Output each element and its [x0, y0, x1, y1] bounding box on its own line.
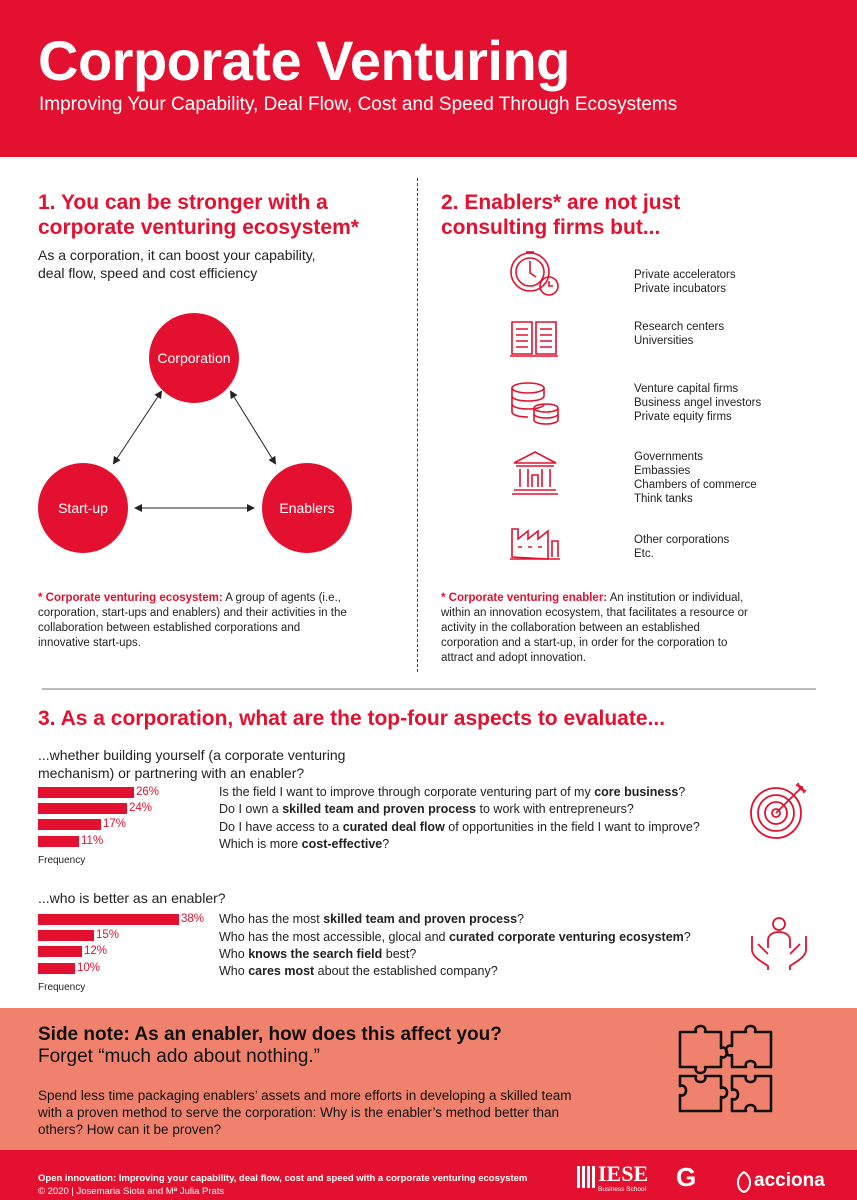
section1-footnote-line1: A group of agents (i.e., [222, 592, 341, 604]
q-emphasis: skilled team and proven process [323, 912, 518, 926]
q2-intro: ...who is better as an enabler? [38, 890, 226, 906]
sidenote-body-line1: Spend less time packaging enablers’ assets and more efforts in developing a skilled team [38, 1088, 572, 1103]
q2-bar-label: 12% [84, 945, 108, 957]
open-book-icon [508, 318, 560, 360]
section2-heading-line2: consulting firms but... [441, 216, 661, 239]
q-emphasis: curated deal flow [342, 820, 445, 834]
q-emphasis: knows the search field [248, 947, 383, 961]
section1-heading [38, 190, 359, 240]
node-startup: Start-up [38, 463, 128, 553]
sidenote-body-line2: with a proven method to serve the corporation: Why is the enabler’s method better than [38, 1105, 560, 1120]
section1-intro-line1: As a corporation, it can boost your capability, [38, 247, 316, 263]
q-text: ? [678, 785, 686, 799]
q1-intro-line2: mechanism) or partnering with an enabler? [38, 765, 305, 781]
q1-bar [38, 819, 101, 830]
section1-footnote-term: * Corporate venturing ecosystem: [38, 592, 223, 604]
q1-bar-label: 26% [136, 786, 160, 798]
q1-axis-label: Frequency [38, 855, 86, 866]
q-text: Do I have access to a [219, 820, 343, 834]
q-text: ? [683, 930, 691, 944]
q-text: to work with entrepreneurs? [476, 802, 634, 816]
section2-heading-line1: 2. Enablers* are not just [441, 191, 681, 214]
enabler-text: Venture capital firms [634, 383, 739, 395]
enabler-text: Chambers of commerce [634, 479, 757, 491]
iese-logo-text: IESE [598, 1161, 649, 1186]
q-emphasis: curated corporate venturing ecosystem [448, 930, 684, 944]
page-title: Corporate Venturing [38, 29, 570, 92]
enabler-text: Other corporations [634, 534, 730, 546]
enabler-text: Universities [634, 335, 694, 347]
section2-heading [441, 190, 680, 240]
q2-bar [38, 963, 75, 974]
q-text: ? [382, 837, 390, 851]
q2-bar-label: 38% [181, 913, 205, 925]
q2-question [219, 964, 498, 979]
q2-question [219, 930, 691, 945]
q1-bar-label: 24% [129, 802, 153, 814]
q1-bar [38, 836, 79, 847]
section2-footnote-line4: corporation and a start-up, in order for the corporation to [441, 637, 728, 649]
section2-footnote-line1: An institution or individual, [607, 592, 744, 604]
enabler-group-accelerators [634, 268, 736, 296]
sidenote-heading: Side note: As an enabler, how does this affect you? [38, 1024, 502, 1045]
section2-footnote-line3: activity in the collaboration between an established [441, 622, 700, 634]
q-text: Who has the most [219, 912, 324, 926]
section1-heading-line2: corporate venturing ecosystem* [38, 216, 359, 239]
section2-footnote-line2: within an innovation ecosystem, that facilitates a resource or [441, 607, 748, 619]
q2-bar [38, 946, 82, 957]
section3-heading: 3. As a corporation, what are the top-four aspects to evaluate... [38, 707, 666, 730]
q1-question [219, 785, 685, 800]
enabler-text: Private accelerators [634, 269, 736, 281]
stopwatch-icon [506, 248, 562, 300]
sidenote-body-line3: others? How can it be proven? [38, 1122, 222, 1137]
q1-bar [38, 803, 127, 814]
section1-intro [38, 246, 316, 282]
q1-bar-label: 17% [103, 818, 127, 830]
node-enablers: Enablers [262, 463, 352, 553]
enabler-group-investors [634, 382, 761, 424]
arrow-corporation-enablers [231, 392, 275, 463]
iese-logo-sub: Business School [598, 1186, 647, 1193]
iese-crest-icon [576, 1164, 596, 1192]
enabler-text: Private equity firms [634, 411, 732, 423]
q1-question [219, 837, 389, 852]
enabler-group-research [634, 320, 724, 348]
q2-question [219, 912, 524, 927]
footer-line2: © 2020 | Josemaria Siota and Mª Julia Prats [38, 1186, 225, 1197]
enabler-text: Embassies [634, 465, 691, 477]
q-text: Which is more [219, 837, 302, 851]
q1-bar [38, 787, 134, 798]
g-logo: G [676, 1162, 697, 1192]
section1-footnote-line4: innovative start-ups. [38, 637, 141, 649]
q-emphasis: cares most [248, 964, 315, 978]
q2-bar-label: 10% [77, 962, 101, 974]
puzzle-icon [674, 1024, 778, 1120]
government-building-icon [510, 449, 560, 497]
q2-axis-label: Frequency [38, 982, 86, 993]
node-corporation: Corporation [149, 313, 239, 403]
q-text: Who [219, 964, 249, 978]
sidenote-body [38, 1087, 572, 1138]
q-text: of opportunities in the field I want to improve? [444, 820, 700, 834]
q-emphasis: skilled team and proven process [282, 802, 477, 816]
q1-bar-label: 11% [81, 835, 104, 847]
person-hands-icon [750, 914, 808, 972]
q-text: Who has the most accessible, glocal and [219, 930, 449, 944]
q2-bar-label: 15% [96, 929, 120, 941]
footer-line1: Open innovation: Improving your capability, deal flow, cost and speed with a corporate venturing ecosystem [38, 1173, 528, 1184]
factory-icon [508, 521, 562, 561]
section1-footnote-line2: corporation, start-ups and enablers) and their activities in the [38, 607, 347, 619]
section1-footnote [38, 591, 398, 651]
coin-stack-icon [508, 381, 562, 427]
q-text: Who [219, 947, 249, 961]
section1-heading-line1: 1. You can be stronger with a [38, 191, 328, 214]
q-text: best? [382, 947, 417, 961]
q1-intro [38, 746, 345, 782]
q2-bar [38, 930, 94, 941]
q-emphasis: core business [594, 785, 679, 799]
q1-question [219, 820, 700, 835]
section2-footnote-term: * Corporate venturing enabler: [441, 592, 608, 604]
enabler-group-corporations [634, 533, 729, 561]
enabler-group-government [634, 450, 757, 506]
q1-question [219, 802, 634, 817]
q1-intro-line1: ...whether building yourself (a corporate venturing [38, 747, 346, 763]
q-text: Do I own a [219, 802, 283, 816]
enabler-text: Business angel investors [634, 397, 762, 409]
q-text: ? [517, 912, 524, 926]
section-divider [42, 688, 816, 690]
enabler-text: Etc. [634, 548, 654, 560]
acciona-leaf-icon [735, 1170, 753, 1194]
column-divider [417, 178, 418, 672]
q-text: about the established company? [314, 964, 498, 978]
acciona-logo-text: acciona [754, 1170, 825, 1191]
section2-footnote [441, 591, 821, 666]
target-icon [748, 779, 810, 841]
enabler-text: Research centers [634, 321, 725, 333]
enabler-text: Private incubators [634, 283, 727, 295]
q2-question [219, 947, 416, 962]
enabler-text: Think tanks [634, 493, 693, 505]
arrow-corporation-startup [114, 392, 161, 463]
page-subtitle: Improving Your Capability, Deal Flow, Cost and Speed Through Ecosystems [39, 94, 678, 115]
sidenote-subheading: Forget “much ado about nothing.” [38, 1046, 321, 1067]
q2-bar [38, 914, 179, 925]
section1-intro-line2: deal flow, speed and cost efficiency [38, 265, 258, 281]
enabler-text: Governments [634, 451, 704, 463]
q-text: Is the field I want to improve through corporate venturing part of my [219, 785, 595, 799]
section1-footnote-line3: collaboration between established corporations and [38, 622, 301, 634]
q-emphasis: cost-effective [301, 837, 383, 851]
section2-footnote-line5: attract and adopt innovation. [441, 652, 587, 664]
